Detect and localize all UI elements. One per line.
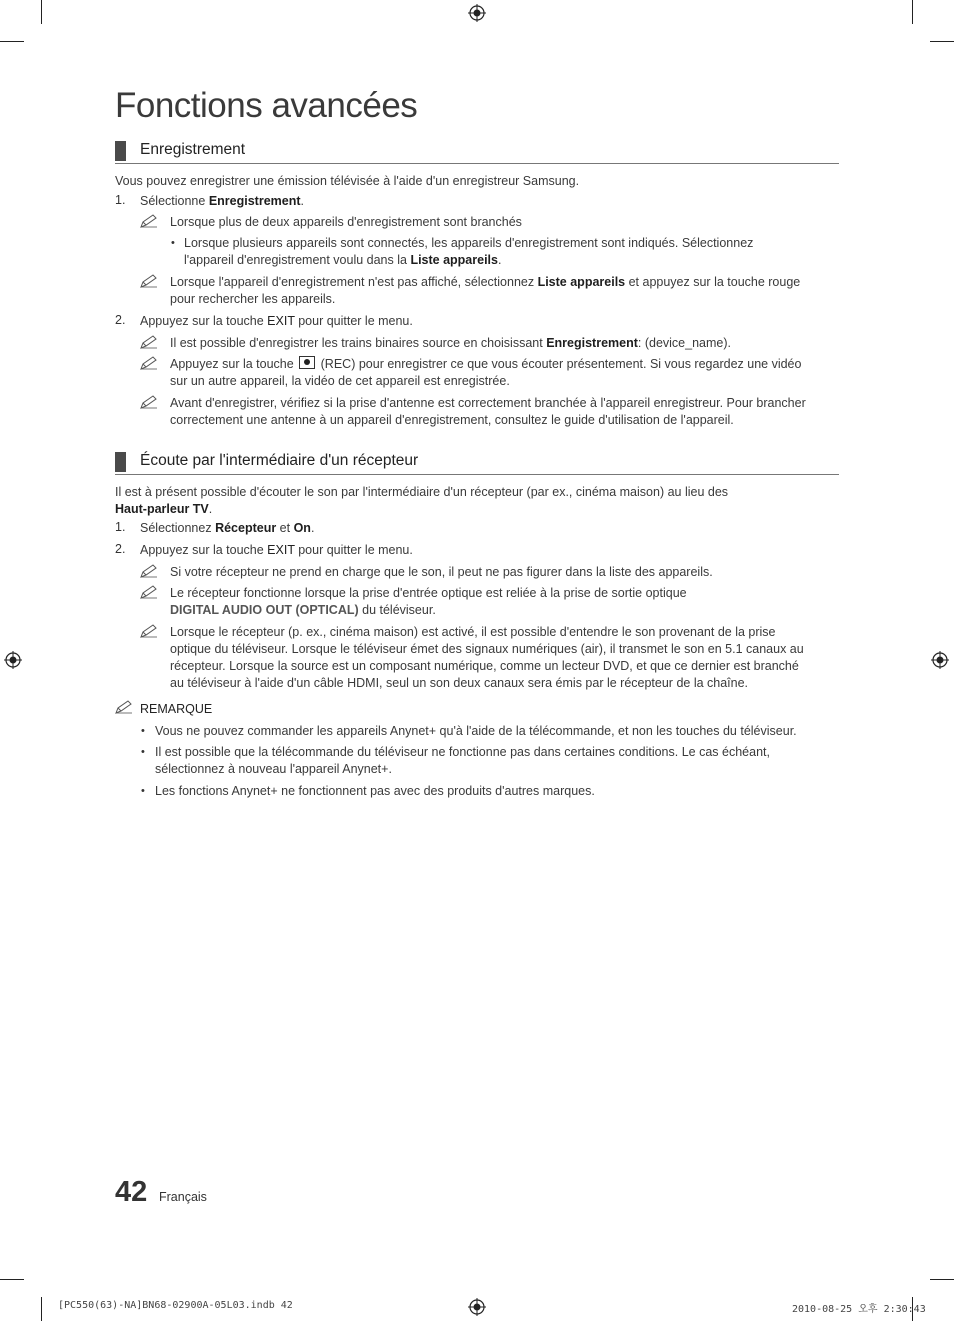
print-footer-right: 2010-08-25 오후 2:30:43 [792, 1304, 926, 1315]
crop-mark [930, 41, 954, 42]
intro-line: Il est à présent possible d'écouter le son par l'intermédiaire d'un récepteur (par ex., cinéma maison) au lieu des [115, 485, 729, 499]
page-language: Français [159, 1190, 207, 1204]
section-heading-recepteur [115, 452, 839, 475]
section-heading-text: Enregistrement [140, 141, 246, 158]
port-label: DIGITAL AUDIO OUT (OPTICAL) [170, 603, 359, 617]
note-text: Lorsque plus de deux appareils d'enregistrement sont branchés [170, 215, 522, 229]
crop-mark [41, 1297, 42, 1321]
note-line: récepteur. Lorsque la source est un composant numérique, comme un lecteur DVD, et que ce dernier est branché [170, 659, 799, 673]
note-text [170, 395, 806, 429]
note-line [170, 274, 800, 291]
note-part: : (device_name). [637, 336, 731, 350]
note-pencil-icon [140, 585, 158, 599]
menu-term: Haut-parleur TV [115, 502, 209, 516]
crop-mark [912, 0, 913, 24]
note-text [170, 274, 800, 308]
step-number: 1. [115, 520, 126, 534]
menu-term: Liste appareils [410, 253, 498, 267]
bullet-mark: • [141, 785, 145, 797]
section-bar [115, 452, 126, 472]
button-term: EXIT [267, 543, 295, 557]
note-line: Le récepteur fonctionne lorsque la prise d'entrée optique est reliée à la prise de sortie optique [170, 586, 687, 600]
note-pencil-icon [140, 214, 158, 228]
bullet-line [184, 252, 753, 269]
note-pencil-icon [140, 356, 158, 370]
step-text-part: . [310, 521, 315, 535]
section-bar [115, 141, 126, 161]
step-text-part: et [276, 521, 294, 535]
bullet-text: Les fonctions Anynet+ ne fonctionnent pas avec des produits d'autres marques. [155, 784, 595, 798]
intro-text: Vous pouvez enregistrer une émission télévisée à l'aide d'un enregistreur Samsung. [115, 174, 580, 188]
note-line: pour rechercher les appareils. [170, 292, 336, 306]
rec-button-icon [299, 356, 315, 369]
crop-mark [41, 0, 42, 24]
step-number: 1. [115, 193, 126, 207]
remarque-label: REMARQUE [140, 702, 213, 716]
button-term: EXIT [267, 314, 295, 328]
intro-part: . [208, 502, 213, 516]
note-line: optique du téléviseur. Lorsque le téléviseur émet des signaux numériques (air), il transmet le son en 5.1 canaux au [170, 642, 804, 656]
step-text [140, 193, 304, 210]
note-part: Appuyez sur la touche [170, 357, 298, 371]
print-footer-left: [PC550(63)-NA]BN68-02900A-05L03.indb 42 [58, 1300, 293, 1311]
step-text [140, 542, 413, 559]
step-text-part: . [300, 194, 304, 208]
note-part: et appuyez sur la touche rouge [625, 275, 801, 289]
section-heading-enregistrement [115, 141, 839, 164]
page-title: Fonctions avancées [115, 86, 418, 125]
registration-mark-icon [931, 651, 949, 669]
bullet-text: Vous ne pouvez commander les appareils Anynet+ qu'à l'aide de la télécommande, et non les touches du téléviseur. [155, 724, 797, 738]
note-pencil-icon [140, 564, 158, 578]
step-text-part: Sélectionne [140, 194, 209, 208]
menu-term: Récepteur [215, 521, 277, 535]
note-pencil-icon [140, 274, 158, 288]
bullet-part: l'appareil d'enregistrement voulu dans la [184, 253, 411, 267]
crop-mark [0, 1279, 24, 1280]
menu-term: Liste appareils [537, 275, 626, 289]
bullet-text [155, 744, 770, 778]
note-pencil-icon [140, 624, 158, 638]
note-text: Si votre récepteur ne prend en charge que le son, il peut ne pas figurer dans la liste des appareils. [170, 565, 713, 579]
bullet-part: . [497, 253, 502, 267]
step-text-part: pour quitter le menu. [294, 543, 413, 557]
note-line: au téléviseur à l'aide d'un câble HDMI, seul un son deux canaux sera émis par le récepteur de la chaîne. [170, 676, 749, 690]
registration-mark-icon [468, 1298, 486, 1316]
bullet-mark: • [141, 725, 145, 737]
note-line [170, 356, 801, 373]
step-text-part: Appuyez sur la touche [140, 543, 268, 557]
note-line [170, 602, 687, 619]
menu-term: Enregistrement [546, 336, 638, 350]
registration-mark-icon [468, 4, 486, 22]
bullet-mark: • [171, 237, 175, 249]
note-line: sur un autre appareil, la vidéo de cet appareil est enregistrée. [170, 374, 510, 388]
step-number: 2. [115, 313, 126, 327]
note-line: Avant d'enregistrer, vérifiez si la prise d'antenne est correctement branchée à l'appareil enregistreur. Pour brancher [170, 396, 806, 410]
menu-term: Enregistrement [208, 194, 301, 208]
registration-mark-icon [4, 651, 22, 669]
note-pencil-icon [140, 335, 158, 349]
step-text-part: pour quitter le menu. [294, 314, 413, 328]
note-part: Il est possible d'enregistrer les trains binaires source en choisissant [170, 336, 547, 350]
note-pencil-icon [115, 700, 133, 714]
note-line: correctement une antenne à un appareil d'enregistrement, consultez le guide d'utilisation de l'appareil. [170, 413, 734, 427]
bullet-mark: • [141, 746, 145, 758]
bullet-line: sélectionnez à nouveau l'appareil Anynet+. [155, 762, 392, 776]
note-text [170, 585, 687, 619]
intro-line [115, 501, 728, 518]
note-pencil-icon [140, 395, 158, 409]
note-text [170, 624, 804, 692]
note-part: (REC) pour enregistrer ce que vous écouter présentement. Si vous regardez une vidéo [317, 357, 802, 371]
intro-text [115, 484, 728, 518]
crop-mark [930, 1279, 954, 1280]
note-part: Lorsque l'appareil d'enregistrement n'est pas affiché, sélectionnez [170, 275, 538, 289]
step-text-part: Sélectionnez [140, 521, 216, 535]
page-number: 42 [115, 1176, 148, 1208]
note-line: Lorsque le récepteur (p. ex., cinéma maison) est activé, il est possible d'entendre le son provenant de la prise [170, 625, 776, 639]
menu-term: On [293, 521, 311, 535]
note-part: du téléviseur. [358, 603, 436, 617]
note-text [170, 335, 731, 352]
section-heading-text: Écoute par l'intermédiaire d'un récepteur [140, 452, 419, 469]
step-text [140, 313, 413, 330]
bullet-text [184, 235, 753, 269]
note-text [170, 356, 801, 390]
crop-mark [0, 41, 24, 42]
step-text [140, 520, 314, 537]
bullet-line: Lorsque plusieurs appareils sont connectés, les appareils d'enregistrement sont indiqués. Sélectionnez [184, 236, 754, 250]
step-text-part: Appuyez sur la touche [140, 314, 268, 328]
bullet-line: Il est possible que la télécommande du téléviseur ne fonctionne pas dans certaines conditions. Le cas échéant, [155, 745, 770, 759]
step-number: 2. [115, 542, 126, 556]
